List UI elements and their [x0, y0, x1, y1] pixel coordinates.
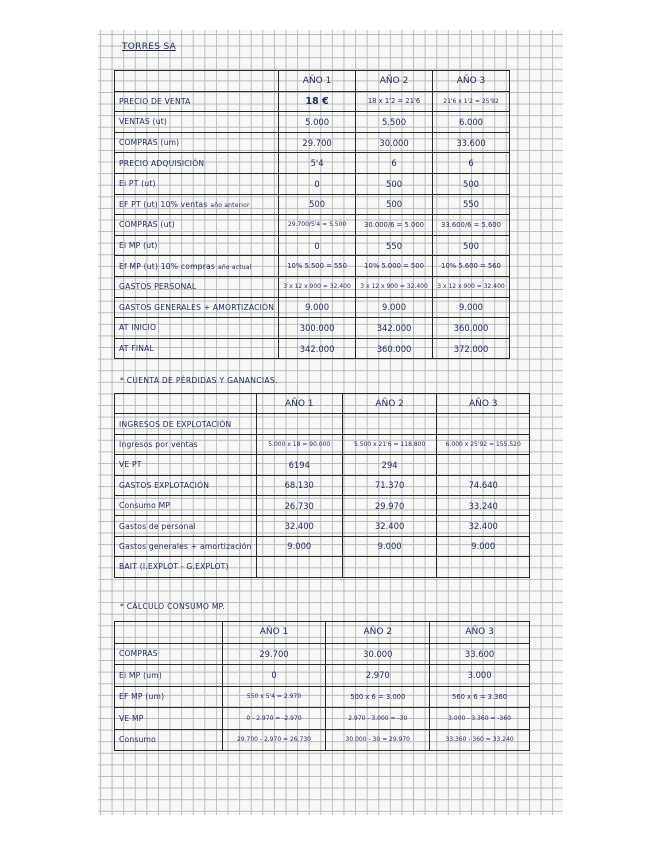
- cell-year-2: 2.970: [326, 665, 430, 687]
- row-label-text: Gastos generales + amortización: [119, 541, 252, 551]
- cell-year-3: 74.640: [437, 475, 530, 495]
- cell-year-2: 500: [356, 194, 433, 215]
- cell-year-2: [342, 557, 437, 577]
- table-row: [115, 91, 510, 112]
- cell-year-3: 21'6 x 1'2 = 25'92: [433, 91, 510, 112]
- row-label: [115, 235, 279, 256]
- cell-year-3: 33.600: [433, 132, 510, 153]
- consumo-mp-table: [114, 621, 530, 751]
- row-label: [115, 91, 279, 112]
- row-label: [115, 112, 279, 133]
- row-label: [115, 173, 279, 194]
- cell-year-3: 6: [433, 153, 510, 174]
- header-year-2: AÑO 2: [342, 394, 437, 414]
- cell-year-2: 500: [356, 173, 433, 194]
- cell-year-2: 550: [356, 235, 433, 256]
- row-label-text: EF MP (um): [119, 692, 165, 702]
- cell-year-2: 30.000: [356, 132, 433, 153]
- pyg-table: [114, 393, 530, 578]
- table-row: [115, 516, 530, 536]
- header-corner: [115, 71, 279, 92]
- table-row: [115, 475, 530, 495]
- table-row: [115, 557, 530, 577]
- row-label-text: BAIT (I.EXPLOT - G.EXPLOT): [119, 562, 229, 572]
- table-row: [115, 215, 510, 236]
- row-label-text: VE MP: [119, 713, 144, 723]
- cell-year-3: 560 x 6 = 3.360: [430, 686, 530, 708]
- header-year-1: AÑO 1: [256, 394, 342, 414]
- row-label: [115, 686, 223, 708]
- cell-year-2: 500 x 6 = 3.000: [326, 686, 430, 708]
- table-row: [115, 338, 510, 359]
- cell-year-3: 500: [433, 235, 510, 256]
- cell-year-1: [256, 557, 342, 577]
- cell-year-2: 10% 5.000 = 500: [356, 256, 433, 277]
- header-year-3: AÑO 3: [430, 622, 530, 644]
- row-label: [115, 153, 279, 174]
- cell-year-1: 550 x 5'4 = 2.970: [222, 686, 326, 708]
- cell-year-2: 30.000: [326, 643, 430, 665]
- cell-year-2: 32.400: [342, 516, 437, 536]
- header-year-1: AÑO 1: [222, 622, 326, 644]
- cell-year-1: 29.700: [222, 643, 326, 665]
- row-label: [115, 434, 257, 454]
- row-label-text: Consumo: [119, 735, 156, 745]
- row-label: [115, 338, 279, 359]
- table-row: [115, 153, 510, 174]
- cell-year-1: 5.000: [279, 112, 356, 133]
- table-row: [115, 173, 510, 194]
- row-label-text: AT INICIO: [119, 323, 157, 333]
- company-title: TORRES SA: [122, 42, 177, 52]
- row-label-text: PRECIO ADQUISICIÓN: [119, 158, 205, 168]
- row-label: [115, 132, 279, 153]
- cell-year-1: 342.000: [279, 338, 356, 359]
- header-year-3: AÑO 3: [437, 394, 530, 414]
- row-label: [115, 708, 223, 730]
- cell-year-3: 6.000 x 25'92 = 155.520: [437, 434, 530, 454]
- pyg-section-title: * CUENTA DE PÉRDIDAS Y GANANCIAS.: [120, 376, 278, 385]
- row-label: [115, 516, 257, 536]
- table-row: [115, 536, 530, 556]
- row-label: [115, 318, 279, 339]
- header-year-2: AÑO 2: [326, 622, 430, 644]
- row-label: [115, 297, 279, 318]
- table-row: [115, 414, 530, 434]
- table-row: [115, 194, 510, 215]
- consumo-section-title: * CÁLCULO CONSUMO MP.: [120, 602, 226, 611]
- table-row: [115, 132, 510, 153]
- header-row: [115, 71, 510, 92]
- table-row: [115, 495, 530, 515]
- cell-year-3: 372.000: [433, 338, 510, 359]
- row-label-text: COMPRAS (um): [119, 138, 180, 148]
- row-label: [115, 414, 257, 434]
- table-row: [115, 276, 510, 297]
- notebook-page: [98, 30, 563, 815]
- cell-year-3: [437, 414, 530, 434]
- header-year-3: AÑO 3: [433, 71, 510, 92]
- cell-year-3: 33.240: [437, 495, 530, 515]
- table-row: [115, 297, 510, 318]
- table-row: [115, 686, 530, 708]
- row-label-text: Ef MP (ut) 10% compras: [119, 261, 216, 271]
- cell-year-2: 5.500 x 21'6 = 118.800: [342, 434, 437, 454]
- cell-year-1: 3 x 12 x 900 = 32.400: [279, 276, 356, 297]
- cell-year-2: 30.000 - 30 = 29.970: [326, 729, 430, 751]
- cell-year-1: 29.700/5'4 = 5.500: [279, 215, 356, 236]
- header-row: [115, 622, 530, 644]
- cell-year-2: 29.970: [342, 495, 437, 515]
- row-label-text: Ei MP (um): [119, 670, 163, 680]
- cell-year-3: 32.400: [437, 516, 530, 536]
- table-row: [115, 665, 530, 687]
- table-row: [115, 434, 530, 454]
- cell-year-3: 360.000: [433, 318, 510, 339]
- cell-year-3: 33.600: [430, 643, 530, 665]
- row-label: [115, 475, 257, 495]
- row-label-text: Gastos de personal: [119, 521, 196, 531]
- cell-year-3: 10% 5.600 = 560: [433, 256, 510, 277]
- row-label-text: GASTOS EXPLOTACIÓN: [119, 480, 210, 490]
- table-row: [115, 708, 530, 730]
- cell-year-2: 360.000: [356, 338, 433, 359]
- row-label-text: Ingresos por ventas: [119, 439, 198, 449]
- cell-year-1: 0: [279, 173, 356, 194]
- table-row: [115, 729, 530, 751]
- cell-year-3: 33.600/6 = 5.600: [433, 215, 510, 236]
- cell-year-1: 29.700: [279, 132, 356, 153]
- cell-year-1: 9.000: [256, 536, 342, 556]
- cell-year-2: 2.970 - 3.000 = -30: [326, 708, 430, 730]
- row-label-text: COMPRAS (ut): [119, 220, 175, 230]
- cell-year-1: [256, 414, 342, 434]
- header-row: [115, 394, 530, 414]
- cell-year-3: 500: [433, 173, 510, 194]
- cell-year-2: 342.000: [356, 318, 433, 339]
- cell-year-2: 3 x 12 x 900 = 32.400: [356, 276, 433, 297]
- cell-year-2: 30.000/6 = 5.000: [356, 215, 433, 236]
- cell-year-1: 9.000: [279, 297, 356, 318]
- cell-year-1: 0: [279, 235, 356, 256]
- table-row: [115, 643, 530, 665]
- row-label-text: EF PT (ut) 10% ventas: [119, 199, 208, 209]
- header-corner: [115, 394, 257, 414]
- cell-year-2: 5.500: [356, 112, 433, 133]
- row-label-note: año anterior: [210, 201, 250, 209]
- cell-year-1: 32.400: [256, 516, 342, 536]
- row-label: [115, 276, 279, 297]
- row-label-note: año actual: [218, 263, 252, 271]
- cell-year-2: [342, 414, 437, 434]
- cell-year-1: 0 - 2.970 = -2.970: [222, 708, 326, 730]
- table-row: [115, 235, 510, 256]
- row-label-text: Ei PT (ut): [119, 179, 156, 189]
- table-row: [115, 455, 530, 475]
- row-label: [115, 455, 257, 475]
- row-label: [115, 536, 257, 556]
- cell-year-2: 9.000: [342, 536, 437, 556]
- cell-year-1: 68.130: [256, 475, 342, 495]
- cell-year-1: 0: [222, 665, 326, 687]
- cell-year-1: 29.700 - 2.970 = 26.730: [222, 729, 326, 751]
- cell-year-3: [437, 557, 530, 577]
- row-label: [115, 557, 257, 577]
- row-label: [115, 665, 223, 687]
- cell-year-2: 9.000: [356, 297, 433, 318]
- header-year-2: AÑO 2: [356, 71, 433, 92]
- cell-year-2: 294: [342, 455, 437, 475]
- row-label-text: VENTAS (ut): [119, 117, 168, 127]
- cell-year-3: 9.000: [433, 297, 510, 318]
- cell-year-3: 3.000 - 3.360 = -360: [430, 708, 530, 730]
- cell-year-1: 26.730: [256, 495, 342, 515]
- row-label-text: INGRESOS DE EXPLOTACIÓN: [119, 419, 232, 429]
- header-corner: [115, 622, 223, 644]
- row-label-text: AT FINAL: [119, 344, 154, 354]
- row-label-text: GASTOS PERSONAL: [119, 282, 197, 292]
- cell-year-2: 6: [356, 153, 433, 174]
- cell-year-3: 550: [433, 194, 510, 215]
- cell-year-3: 3 x 12 x 900 = 32.400: [433, 276, 510, 297]
- cell-year-1: 6194: [256, 455, 342, 475]
- header-year-1: AÑO 1: [279, 71, 356, 92]
- cell-year-1: 5'4: [279, 153, 356, 174]
- cell-year-3: 33.360 - 360 = 33.240: [430, 729, 530, 751]
- row-label: [115, 256, 279, 277]
- table-row: [115, 256, 510, 277]
- row-label: [115, 194, 279, 215]
- table-row: [115, 318, 510, 339]
- cell-year-3: 6.000: [433, 112, 510, 133]
- table-row: [115, 112, 510, 133]
- row-label-text: COMPRAS: [119, 649, 158, 659]
- row-label: [115, 643, 223, 665]
- cell-year-1: 18 €: [279, 91, 356, 112]
- row-label: [115, 215, 279, 236]
- cell-year-2: 18 x 1'2 = 21'6: [356, 91, 433, 112]
- cell-year-3: [437, 455, 530, 475]
- row-label: [115, 729, 223, 751]
- row-label-text: Consumo MP: [119, 501, 171, 511]
- row-label: [115, 495, 257, 515]
- cell-year-2: 71.370: [342, 475, 437, 495]
- row-label-text: VE PT: [119, 460, 142, 470]
- cell-year-1: 10% 5.500 = 550: [279, 256, 356, 277]
- row-label-text: GASTOS GENERALES + AMORTIZACIÓN: [119, 302, 275, 312]
- cell-year-3: 9.000: [437, 536, 530, 556]
- cell-year-1: 300.000: [279, 318, 356, 339]
- cell-year-1: 500: [279, 194, 356, 215]
- cell-year-3: 3.000: [430, 665, 530, 687]
- cell-year-1: 5.000 x 18 = 90.000: [256, 434, 342, 454]
- balance-table: [114, 70, 510, 359]
- row-label-text: Ei MP (ut): [119, 241, 158, 251]
- row-label-text: PRECIO DE VENTA: [119, 96, 191, 106]
